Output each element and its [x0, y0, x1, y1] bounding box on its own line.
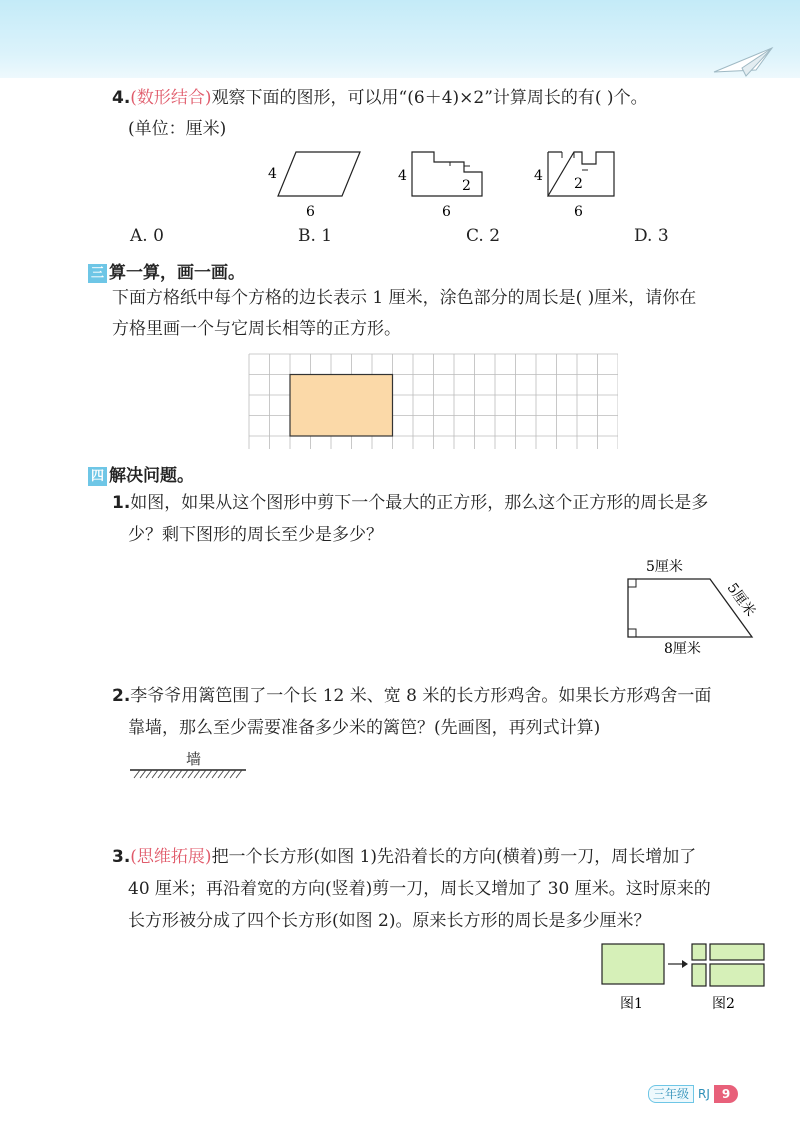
grid-paper: [248, 353, 618, 449]
p1-text1: 如图，如果从这个图形中剪下一个最大的正方形，那么这个正方形的周长是多: [130, 493, 709, 513]
q4-figure-b: [392, 144, 502, 222]
q4-a-side: 4: [268, 166, 277, 182]
q4-figure-a: [260, 144, 370, 222]
p2-text1: 李爷爷用篱笆围了一个长 12 米、宽 8 米的长方形鸡舍。如果长方形鸡舍一面: [130, 686, 712, 706]
fig2-label: 图2: [712, 996, 735, 1012]
p1-number: 1.: [112, 493, 131, 513]
q4-b-bottom: 6: [442, 204, 451, 220]
header-band: [0, 0, 800, 78]
q4-c-inner: 2: [574, 176, 583, 192]
section4-title: 解决问题。: [109, 466, 194, 486]
p3-text1: 把一个长方形(如图 1)先沿着长的方向(横着)剪一刀，周长增加了: [211, 847, 697, 867]
footer-grade: 三年级: [648, 1085, 694, 1103]
section3-line2: 方格里画一个与它周长相等的正方形。: [112, 319, 401, 339]
q4-option-d: D. 3: [634, 226, 669, 246]
q4-unit: (单位：厘米): [128, 119, 227, 139]
footer-page-number: 9: [714, 1085, 738, 1103]
q4-b-side: 4: [398, 168, 407, 184]
section3-line1: 下面方格纸中每个方格的边长表示 1 厘米，涂色部分的周长是( )厘米，请你在: [112, 288, 697, 308]
p1-label-slant: 5厘米: [723, 580, 759, 620]
paper-plane-icon: [712, 40, 782, 80]
p2-number: 2.: [112, 686, 131, 706]
p3-figures: [598, 940, 774, 1016]
q4-tag: (数形结合): [130, 88, 212, 108]
q4-c-bottom: 6: [574, 204, 583, 220]
p3-number: 3.: [112, 847, 131, 867]
q4-figure-c: [528, 144, 638, 222]
q4-text: 观察下面的图形，可以用“(6＋4)×2”计算周长的有( )个。: [211, 88, 648, 108]
q4-option-b: B. 1: [298, 226, 333, 246]
q4-number: 4.: [112, 88, 131, 108]
section4-header: [88, 461, 194, 486]
q4-a-bottom: 6: [306, 204, 315, 220]
wall-label: 墙: [186, 750, 202, 768]
section3-header: [88, 258, 245, 283]
fig1-label: 图1: [620, 996, 643, 1012]
section3-title: 算一算，画一画。: [109, 263, 245, 283]
p3-line2: 40 厘米；再沿着宽的方向(竖着)剪一刀，周长又增加了 30 厘米。这时原来的: [128, 879, 711, 899]
p2-line1: [112, 688, 711, 705]
q4-c-side: 4: [534, 168, 543, 184]
q4-b-inner: 2: [462, 178, 471, 194]
section3-badge: 三: [88, 264, 107, 283]
grid-shaded-rectangle: [290, 375, 393, 437]
p3-line1: [112, 849, 696, 866]
footer-edition: RJ: [698, 1087, 710, 1101]
p1-line1: [112, 495, 708, 512]
footer-tag: [648, 1085, 738, 1103]
p2-line2: 靠墙，那么至少需要准备多少米的篱笆？(先画图，再列式计算): [128, 718, 601, 738]
p1-line2: 少？剩下图形的周长至少是多少？: [128, 525, 383, 545]
q4-option-a: A. 0: [130, 226, 164, 246]
p1-label-top: 5厘米: [646, 559, 683, 575]
q4-option-c: C. 2: [466, 226, 501, 246]
p3-tag: (思维拓展): [130, 847, 212, 867]
p3-line3: 长方形被分成了四个长方形(如图 2)。原来长方形的周长是多少厘米？: [128, 911, 651, 931]
q4-line1: [112, 90, 648, 107]
wall-hatch-figure: [130, 768, 246, 780]
p1-trapezoid-figure: [600, 553, 770, 658]
section4-badge: 四: [88, 467, 107, 486]
p1-label-bottom: 8厘米: [664, 641, 701, 657]
